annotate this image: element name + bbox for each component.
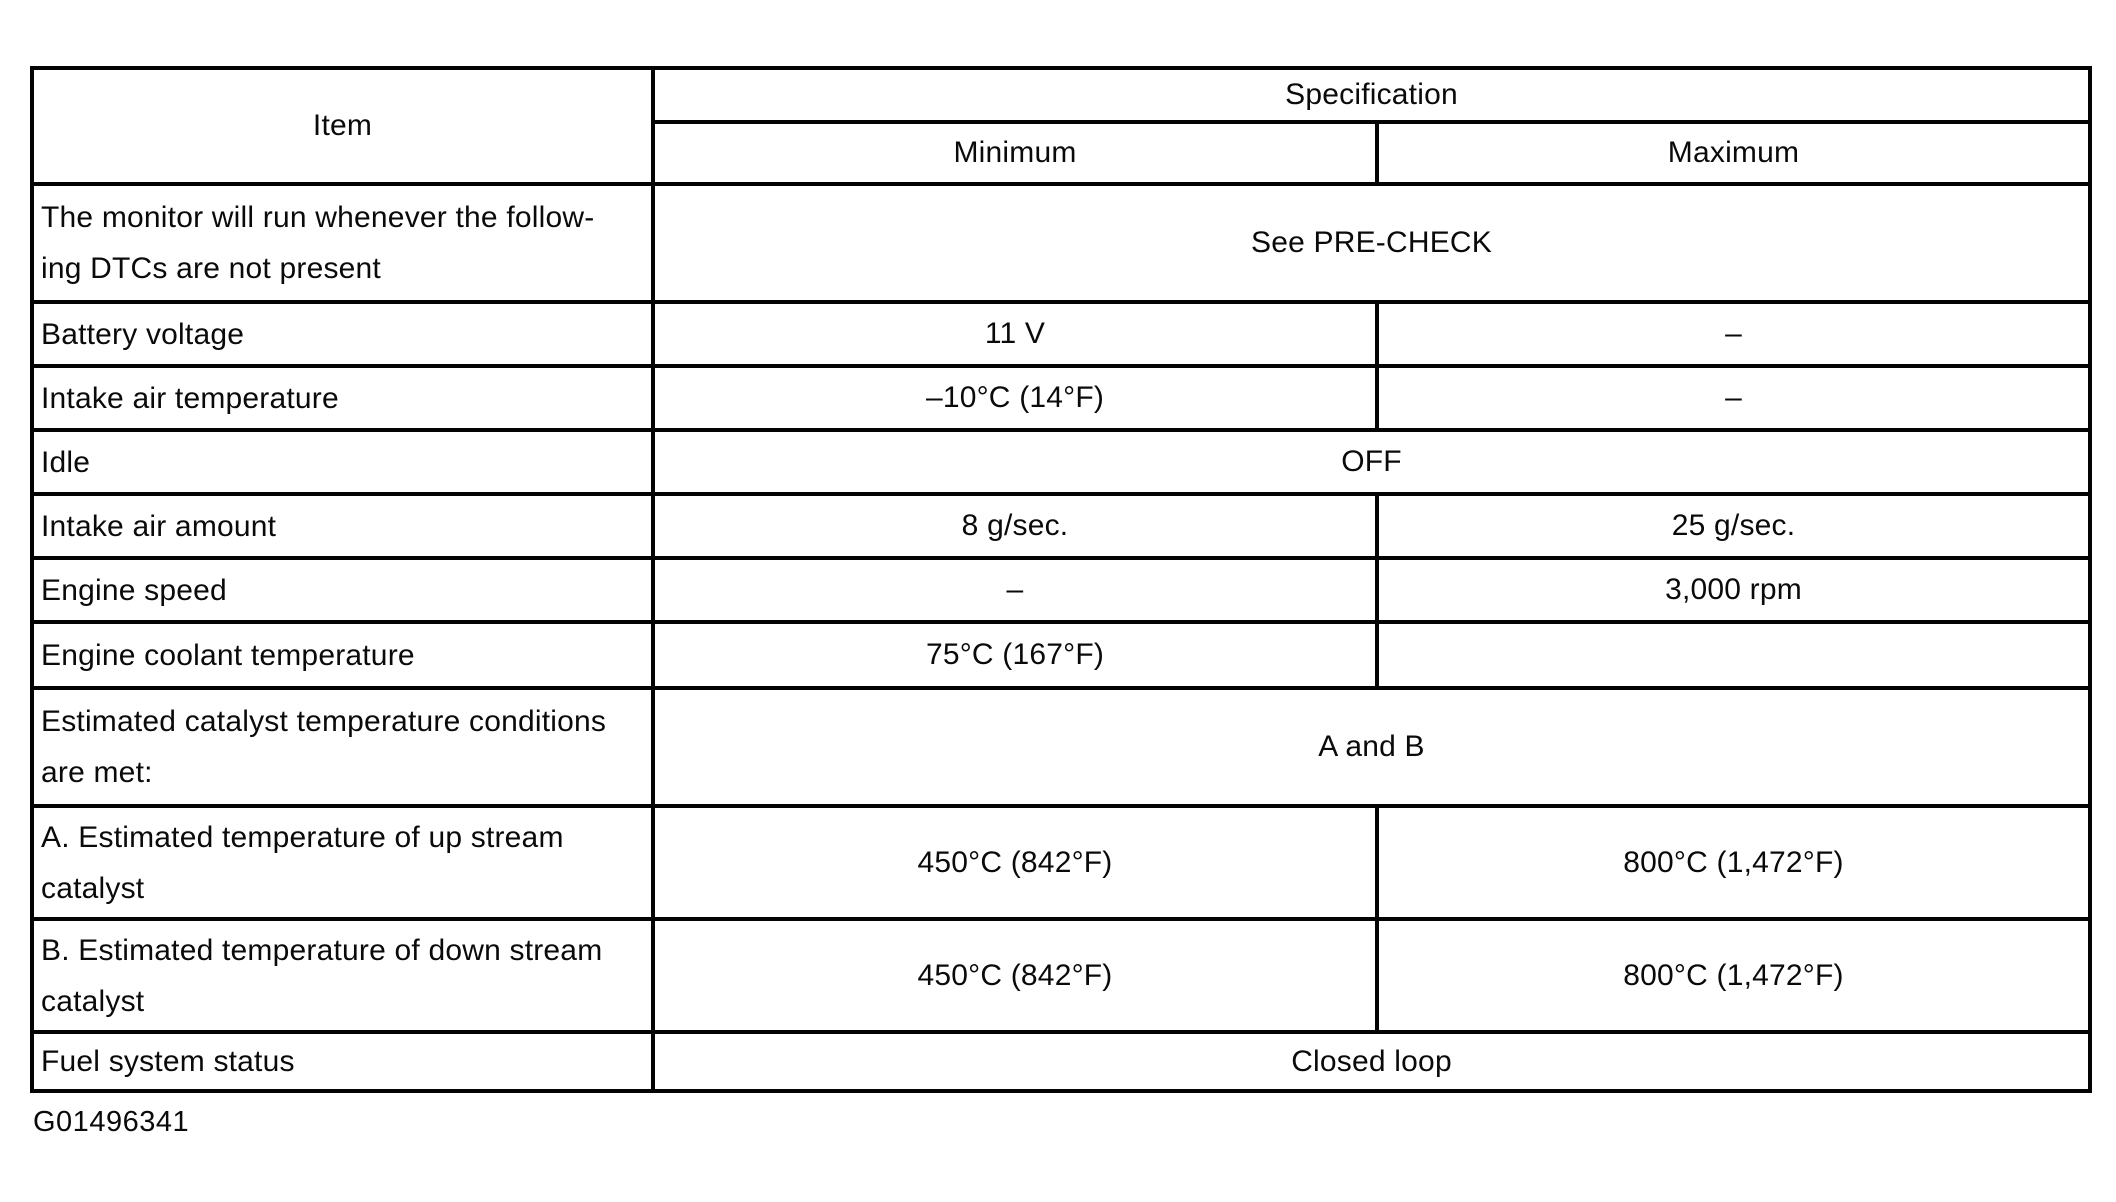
table-row	[32, 494, 2090, 558]
max-cell	[1377, 622, 2090, 688]
item-cell	[32, 430, 653, 494]
min-cell: –	[653, 558, 1377, 622]
item-line: Intake air amount	[41, 509, 277, 543]
item-cell	[32, 184, 653, 302]
item-line: Fuel system status	[41, 1045, 295, 1078]
table-row	[32, 302, 2090, 366]
header-minimum: Minimum	[653, 122, 1377, 184]
max-cell: 25 g/sec.	[1377, 494, 2090, 558]
span-value-cell: OFF	[653, 430, 2090, 494]
table-row	[32, 919, 2090, 1032]
table-row	[32, 688, 2090, 806]
item-line: Estimated catalyst temperature conditions	[41, 705, 607, 738]
min-cell: –10°C (14°F)	[653, 366, 1377, 430]
item-cell	[32, 688, 653, 806]
item-line: ing DTCs are not present	[41, 252, 381, 285]
max-cell: –	[1377, 302, 2090, 366]
item-cell	[32, 494, 653, 558]
item-line: Engine speed	[41, 573, 227, 607]
span-value-cell: See PRE-CHECK	[653, 184, 2090, 302]
item-line: A. Estimated temperature of up stream	[41, 820, 564, 854]
max-cell: –	[1377, 366, 2090, 430]
item-line: Engine coolant temperature	[41, 638, 415, 672]
item-cell	[32, 622, 653, 688]
span-value-cell: Closed loop	[653, 1032, 2090, 1091]
table-row	[32, 366, 2090, 430]
header-row-specification	[32, 68, 2090, 122]
header-specification: Specification	[653, 68, 2090, 122]
min-cell: 8 g/sec.	[653, 494, 1377, 558]
item-cell	[32, 1032, 653, 1091]
table-row	[32, 184, 2090, 302]
max-cell: 800°C (1,472°F)	[1377, 806, 2090, 919]
max-cell: 3,000 rpm	[1377, 558, 2090, 622]
item-cell	[32, 302, 653, 366]
min-cell: 450°C (842°F)	[653, 806, 1377, 919]
min-cell: 75°C (167°F)	[653, 622, 1377, 688]
item-line: catalyst	[41, 871, 145, 905]
table-row	[32, 806, 2090, 919]
specification-table	[30, 66, 2092, 1093]
table-row	[32, 1032, 2090, 1091]
min-cell: 11 V	[653, 302, 1377, 366]
item-cell	[32, 366, 653, 430]
item-line: The monitor will run whenever the follow-	[41, 201, 595, 234]
item-line: are met:	[41, 756, 153, 789]
item-line: Idle	[41, 445, 91, 479]
table-row	[32, 430, 2090, 494]
item-cell	[32, 806, 653, 919]
item-line: Intake air temperature	[41, 381, 339, 415]
header-maximum: Maximum	[1377, 122, 2090, 184]
item-cell	[32, 919, 653, 1032]
item-line: B. Estimated temperature of down stream	[41, 933, 603, 967]
item-line: catalyst	[41, 984, 145, 1018]
figure-id: G01496341	[33, 1106, 190, 1138]
header-item: Item	[32, 68, 653, 184]
item-line: Battery voltage	[41, 317, 245, 351]
max-cell: 800°C (1,472°F)	[1377, 919, 2090, 1032]
table-row	[32, 558, 2090, 622]
min-cell: 450°C (842°F)	[653, 919, 1377, 1032]
item-cell	[32, 558, 653, 622]
table-row	[32, 622, 2090, 688]
span-value-cell: A and B	[653, 688, 2090, 806]
